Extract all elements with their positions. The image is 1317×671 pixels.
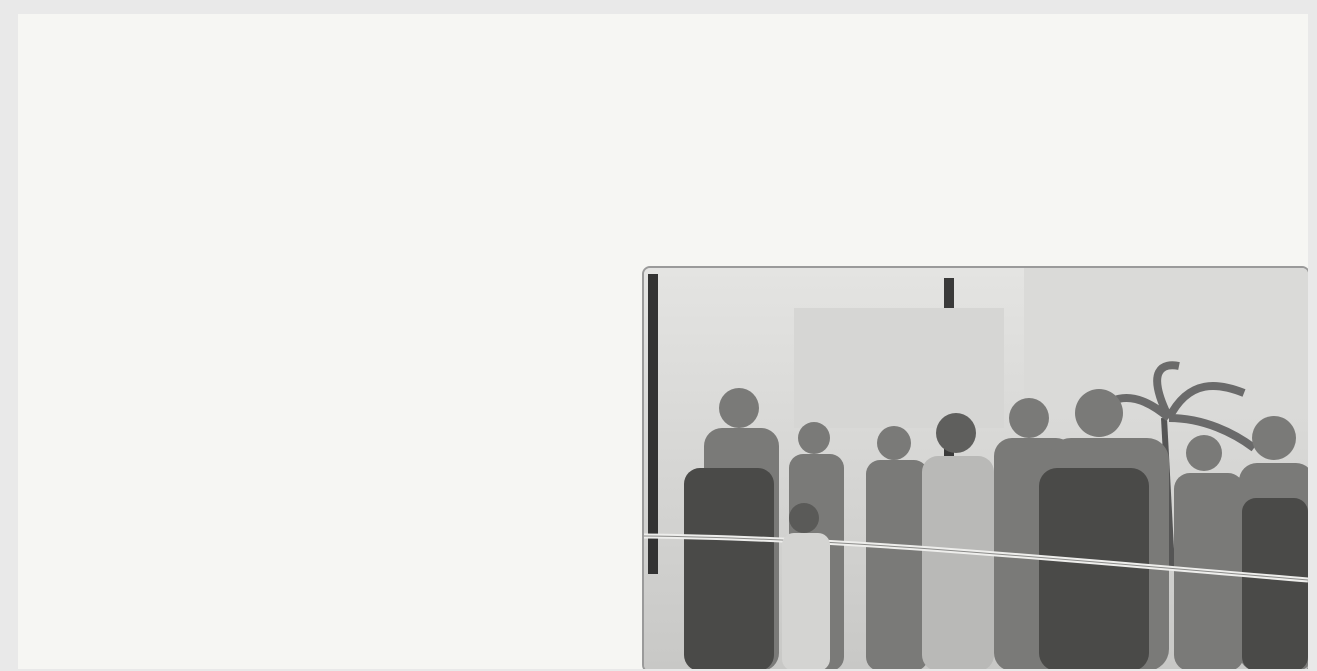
column-2	[630, 118, 942, 260]
ribbon-cutting-photo	[642, 266, 1308, 669]
newspaper-clipping	[18, 14, 1308, 669]
column-3	[338, 106, 628, 666]
headline	[18, 20, 1308, 104]
column-4	[24, 106, 324, 666]
column-1	[966, 118, 1296, 258]
